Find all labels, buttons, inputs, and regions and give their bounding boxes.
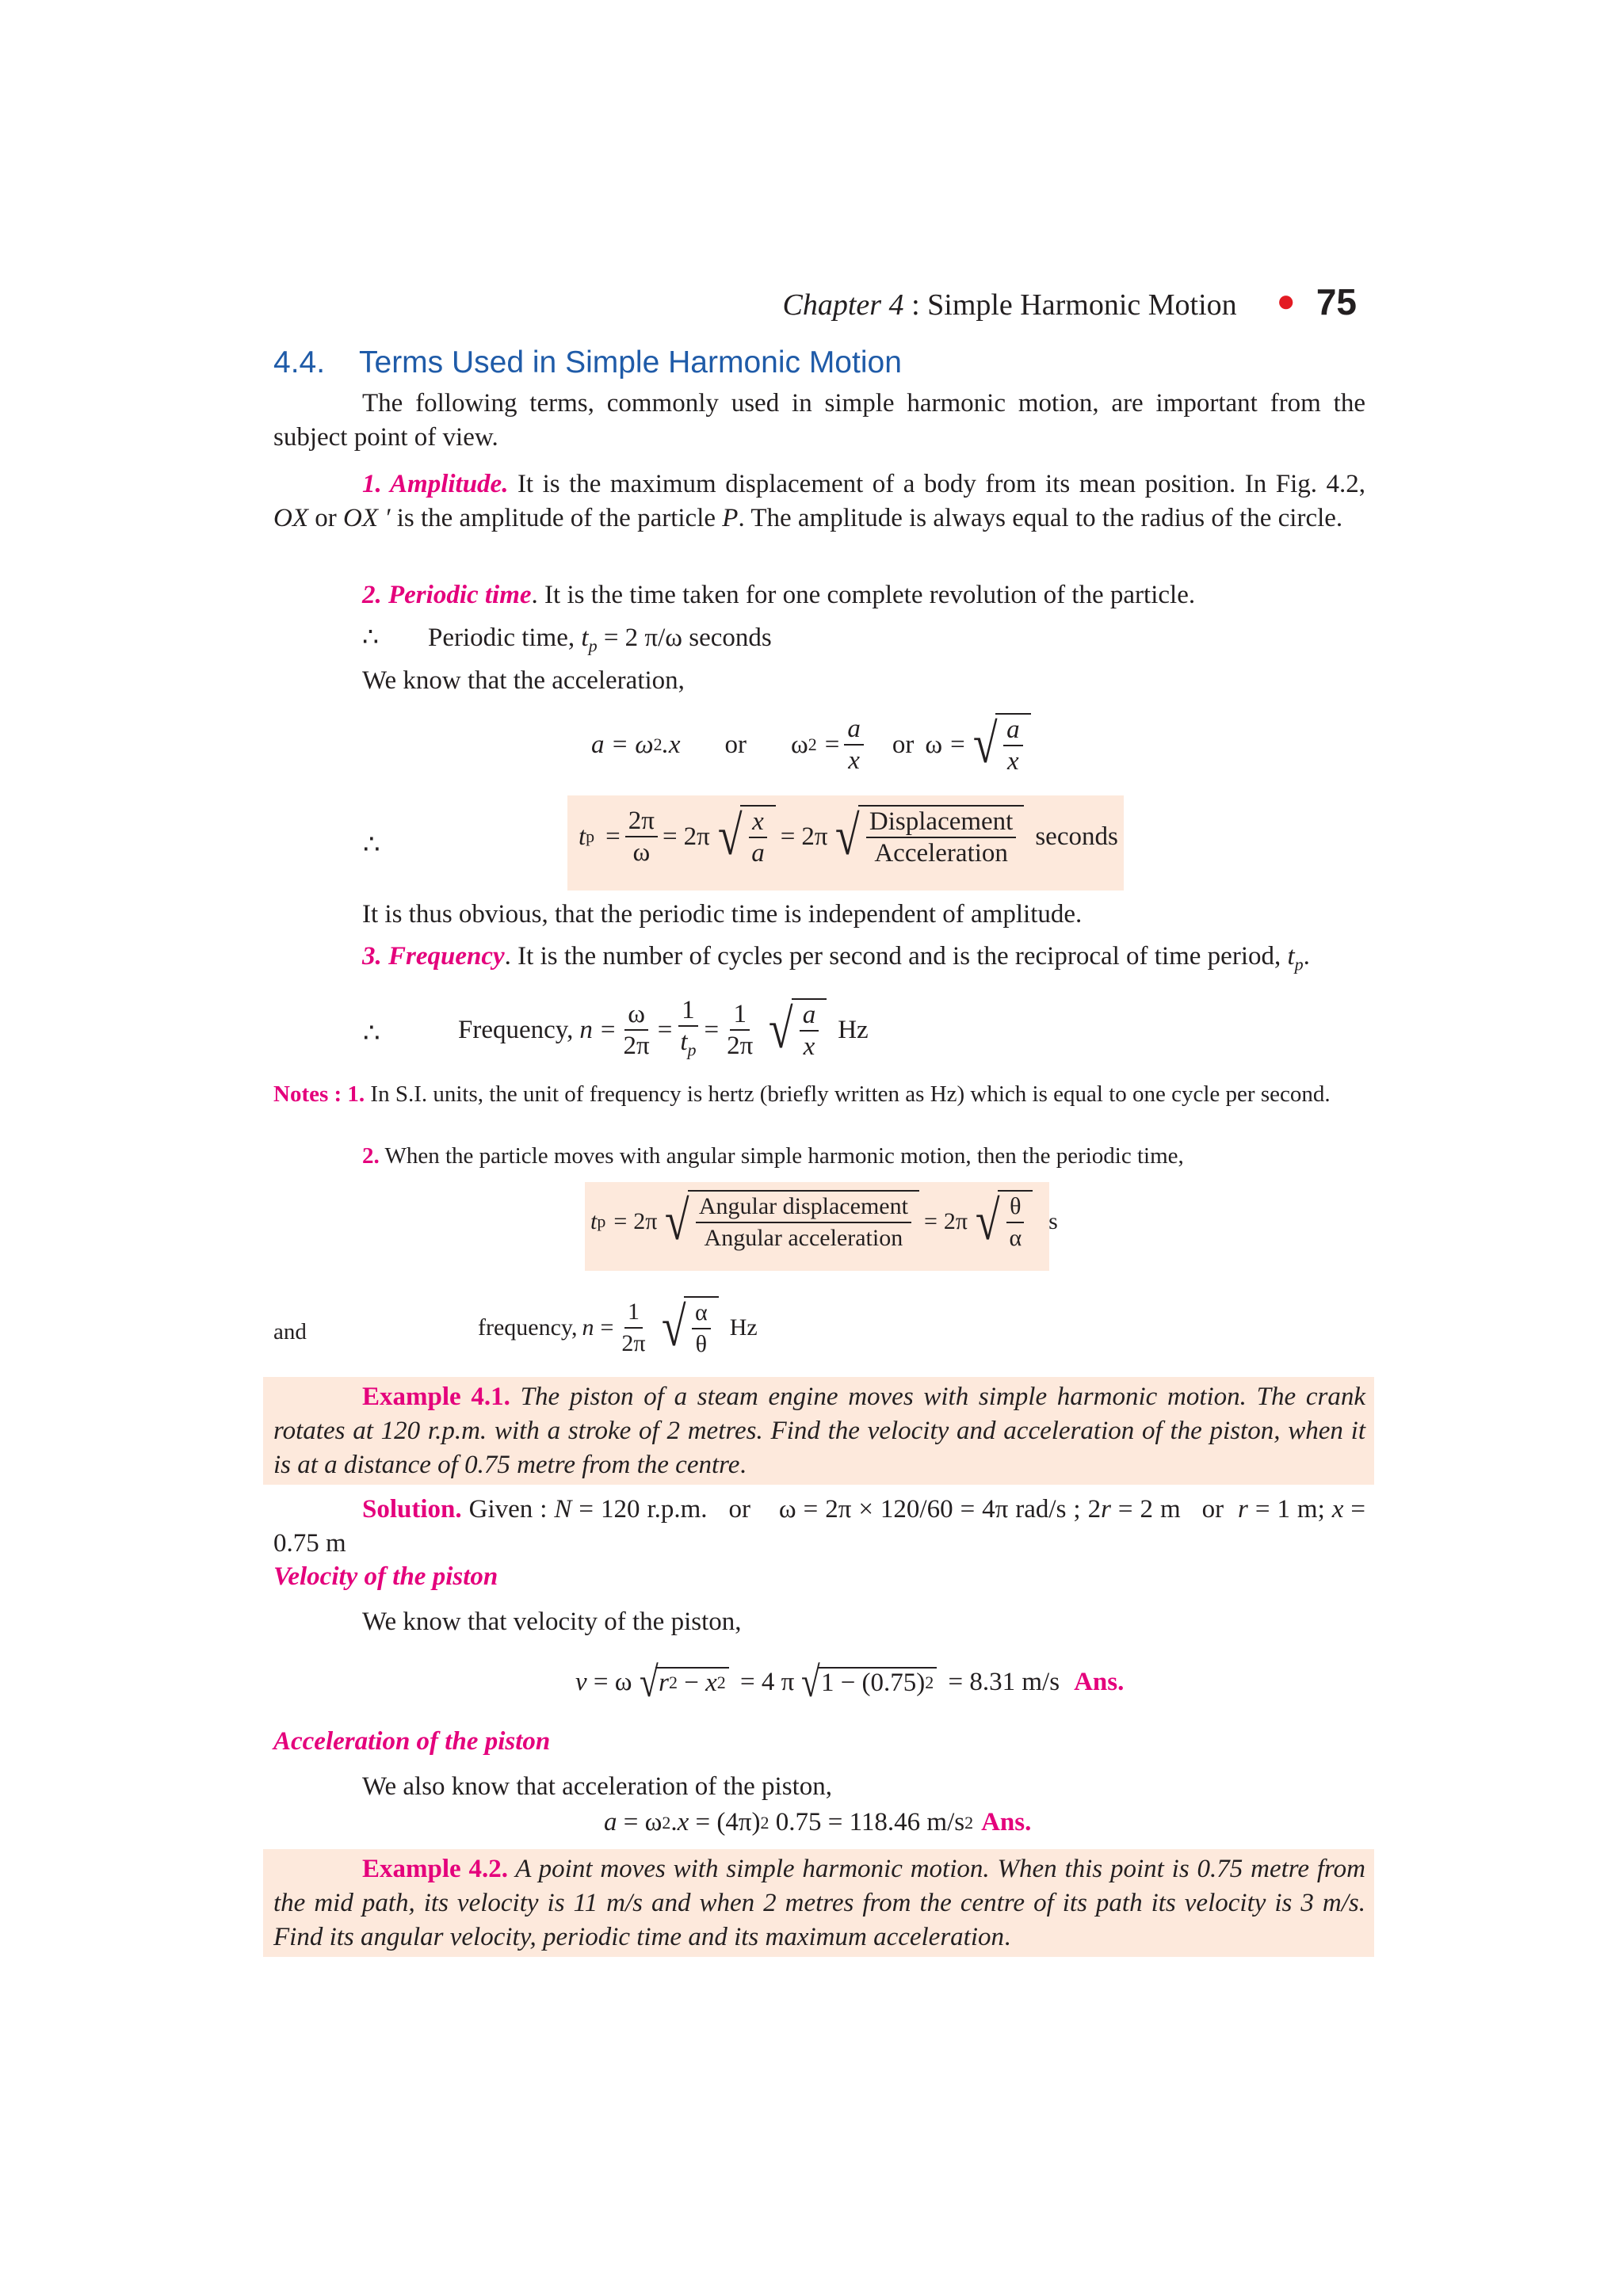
t-symbol: t bbox=[590, 1208, 598, 1234]
equals: = bbox=[704, 1015, 720, 1044]
two-pi-over-omega bbox=[625, 806, 658, 868]
alpha-over-theta bbox=[692, 1298, 711, 1360]
example-1-label: Example 4.1. bbox=[362, 1383, 510, 1411]
acceleration-equation bbox=[591, 713, 1036, 776]
seconds-unit: seconds bbox=[1035, 822, 1118, 851]
and-word: and bbox=[273, 1319, 307, 1344]
sqrt-r2-x2: √ r 2 − x 2 bbox=[637, 1661, 729, 1703]
sqrt-angular: √ $\frac{\text{Angular displacement}}{\text{Angular acceleration}}$ bbox=[662, 1190, 919, 1253]
p-subscript: p bbox=[586, 826, 595, 846]
n-symbol: N bbox=[554, 1495, 572, 1524]
frac-num: ω bbox=[624, 999, 648, 1031]
frac-num: 1 bbox=[678, 995, 698, 1027]
x-value: = 0.75 m bbox=[273, 1495, 1365, 1558]
a-symbol: a bbox=[604, 1808, 617, 1836]
velocity-heading: Velocity of the piston bbox=[273, 1562, 498, 1591]
theta-over-alpha bbox=[1006, 1192, 1025, 1253]
angular-frequency-formula bbox=[478, 1296, 758, 1360]
eq-x: .x bbox=[662, 730, 681, 759]
amplitude-paragraph bbox=[273, 467, 1365, 536]
equals: = bbox=[605, 822, 621, 851]
frequency-label: 3. Frequency bbox=[362, 942, 505, 971]
sqrt-a-over-x: √ $\frac{a}{x}$ bbox=[970, 713, 1031, 776]
t-symbol: t bbox=[579, 822, 586, 851]
stroke-text: = 2 m or bbox=[1110, 1495, 1239, 1524]
periodic-formula bbox=[362, 621, 1365, 663]
frac-den: 2π bbox=[727, 1032, 754, 1061]
note-1-text: In S.I. units, the unit of frequency is hertz (briefly written as Hz) which is equal to one cycle per second. bbox=[365, 1081, 1331, 1107]
frac-den: x bbox=[848, 746, 860, 775]
sup-two: 2 bbox=[925, 1672, 934, 1692]
acc-eq-a: = ω bbox=[617, 1808, 663, 1836]
omega-symbol: ω bbox=[790, 730, 808, 759]
amplitude-text-c: . The amplitude is always equal to the radius of the circle. bbox=[738, 504, 1343, 532]
p-symbol: P bbox=[722, 504, 739, 532]
page-number: 75 bbox=[1316, 281, 1357, 322]
omega-over-two-pi bbox=[621, 999, 653, 1061]
frac-num: a bbox=[844, 714, 864, 746]
or-word: or bbox=[892, 730, 915, 759]
t-symbol: t bbox=[680, 1028, 688, 1056]
x-symbol: x bbox=[677, 1808, 689, 1836]
frac-den: θ bbox=[695, 1331, 708, 1357]
header-separator: : bbox=[903, 288, 928, 322]
periodic-paragraph bbox=[362, 578, 1365, 612]
intro-paragraph: The following terms, commonly used in simple harmonic motion, are important from the subject point of view. bbox=[273, 389, 1365, 452]
sqrt-theta-over-alpha: √ $\frac{\theta}{\alpha}$ bbox=[972, 1190, 1033, 1253]
running-header bbox=[783, 280, 1358, 323]
equals: = bbox=[950, 730, 965, 759]
t-symbol: t bbox=[1287, 942, 1295, 971]
angular-tp-formula bbox=[590, 1190, 1058, 1253]
a-over-x bbox=[800, 1000, 819, 1062]
or-text: or bbox=[308, 504, 343, 532]
sup-two: 2 bbox=[668, 1672, 678, 1692]
chapter-label: Chapter 4 bbox=[782, 288, 904, 322]
t-symbol: t bbox=[581, 624, 589, 652]
frac-num: 2π bbox=[625, 806, 658, 837]
frac-num: α bbox=[692, 1298, 711, 1329]
section-number: 4.4. bbox=[273, 345, 326, 379]
periodic-label: 2. Periodic time bbox=[362, 581, 532, 609]
solution-label: Solution. bbox=[362, 1495, 462, 1524]
equals: = bbox=[662, 822, 678, 851]
example-1 bbox=[273, 1380, 1365, 1482]
frequency-paragraph: 3. Frequency. It is the number of cycles per second and is the reciprocal of time period, $t_p$. bbox=[362, 942, 1310, 974]
x-over-a bbox=[748, 807, 768, 868]
equals: = bbox=[657, 1015, 673, 1044]
frequency-formula bbox=[458, 995, 869, 1066]
period: . bbox=[739, 1451, 747, 1479]
hz-unit: Hz bbox=[838, 1015, 869, 1044]
sup-two: 2 bbox=[653, 734, 663, 754]
two-pi: 2π bbox=[683, 822, 710, 851]
example-2-label: Example 4.2. bbox=[362, 1855, 509, 1883]
acceleration-result-equation bbox=[604, 1808, 1031, 1837]
therefore-symbol: ∴ bbox=[363, 830, 380, 860]
frac-num: Displacement bbox=[866, 807, 1016, 838]
sup-two: 2 bbox=[964, 1812, 974, 1833]
equals: = bbox=[600, 1015, 616, 1044]
x-symbol: x bbox=[705, 1668, 717, 1697]
two-pi: 2π bbox=[633, 1208, 658, 1234]
acceleration-know: We also know that acceleration of the piston, bbox=[362, 1772, 832, 1801]
sqrt-disp-over-acc: √ $\frac{\text{Displacement}}{\text{Acceleration}}$ bbox=[832, 805, 1024, 868]
equals: = bbox=[780, 822, 796, 851]
chapter-title: Simple Harmonic Motion bbox=[927, 288, 1237, 322]
angdisp-over-angacc bbox=[696, 1192, 911, 1253]
example-2-text: A point moves with simple harmonic motion. When this point is 0.75 metre from the mid path, its velocity is 11 m/s and when 2 metres from the centre of its path its velocity is 3 m/s. Find its angular velocity, periodic time and its maximum acceleration bbox=[273, 1855, 1365, 1951]
acceleration-intro: We know that the acceleration, bbox=[362, 666, 685, 695]
acc-eq-c: = (4π) bbox=[689, 1808, 761, 1836]
frac-den: a bbox=[751, 839, 765, 868]
therefore-symbol: ∴ bbox=[363, 1019, 380, 1048]
equals: = bbox=[600, 1314, 614, 1341]
note-2-text: When the particle moves with angular simple harmonic motion, then the periodic time, bbox=[379, 1143, 1184, 1169]
r-symbol: r bbox=[1101, 1495, 1111, 1524]
solution-paragraph bbox=[273, 1493, 1365, 1561]
equals: = bbox=[923, 1208, 938, 1234]
or-word: or bbox=[724, 730, 747, 759]
frac-den: x bbox=[803, 1032, 815, 1062]
oxp-symbol: OX ′ bbox=[343, 504, 391, 532]
n-symbol: n bbox=[582, 1314, 594, 1341]
sqrt-x-over-a: √ $\frac{x}{a}$ bbox=[715, 805, 776, 868]
frac-den: α bbox=[1009, 1225, 1022, 1251]
eq-a: a = ω bbox=[591, 730, 654, 759]
one-over-two-pi bbox=[724, 999, 756, 1061]
p-subscript: p bbox=[1294, 954, 1304, 974]
acc-eq-d: 0.75 = 118.46 m/s bbox=[769, 1808, 965, 1836]
two-pi: 2π bbox=[801, 822, 828, 851]
omega-symbol: ω bbox=[925, 730, 943, 759]
bullet-icon: ● bbox=[1276, 283, 1296, 318]
frac-num: 1 bbox=[624, 1297, 643, 1329]
sqrt-one-minus: √ 1 − (0.75) 2 bbox=[799, 1661, 937, 1703]
acceleration-heading: Acceleration of the piston bbox=[273, 1727, 551, 1756]
sup-two: 2 bbox=[760, 1812, 769, 1833]
notes-label: Notes : 1. bbox=[273, 1081, 365, 1107]
frac-num: a bbox=[1003, 715, 1023, 746]
p-subscript: p bbox=[597, 1211, 606, 1231]
frac-den bbox=[677, 1027, 699, 1066]
a-over-x bbox=[1003, 715, 1023, 776]
r-value: = 1 m; bbox=[1247, 1495, 1332, 1524]
ox-symbol: OX bbox=[273, 504, 308, 532]
velocity-result: = 8.31 m/s bbox=[941, 1667, 1060, 1696]
inner-expr: 1 − (0.75) bbox=[820, 1668, 926, 1697]
sup-two: 2 bbox=[662, 1812, 671, 1833]
section-title: Terms Used in Simple Harmonic Motion bbox=[359, 345, 902, 379]
frac-num: Angular displacement bbox=[696, 1192, 911, 1223]
disp-over-acc bbox=[866, 807, 1016, 868]
s-unit: s bbox=[1048, 1208, 1058, 1234]
p-subscript: p bbox=[687, 1039, 697, 1060]
sup-two: 2 bbox=[716, 1672, 726, 1692]
sup-two: 2 bbox=[808, 734, 817, 754]
v-symbol: v bbox=[575, 1667, 587, 1696]
given-text: Given : bbox=[461, 1495, 555, 1524]
equals: = bbox=[613, 1208, 628, 1234]
p-subscript: p bbox=[588, 635, 598, 656]
amplitude-label: 1. Amplitude. bbox=[362, 470, 509, 498]
section-heading bbox=[273, 345, 902, 380]
v-eq: = ω bbox=[586, 1667, 632, 1696]
periodic-formula-label: Periodic time, bbox=[428, 624, 582, 652]
frac-den: x bbox=[1007, 747, 1019, 776]
example-2 bbox=[273, 1852, 1365, 1955]
one-over-two-pi bbox=[618, 1297, 648, 1359]
frac-num: 1 bbox=[730, 999, 750, 1031]
frac-num: x bbox=[749, 807, 767, 838]
given-rest: = 120 r.p.m. or ω = 2π × 120/60 = 4π rad/s ; 2 bbox=[571, 1495, 1102, 1524]
obvious-sentence: It is thus obvious, that the periodic time is independent of amplitude. bbox=[362, 900, 1083, 929]
note-2-label: 2. bbox=[362, 1143, 380, 1169]
sqrt-a-over-x: √ $\frac{a}{x}$ bbox=[766, 998, 827, 1062]
r-symbol: r bbox=[1238, 1495, 1248, 1524]
example-1-text: The piston of a steam engine moves with simple harmonic motion. The crank rotates at 120 r.p.m. with a stroke of 2 metres. Find the velocity and acceleration of the piston, when it is at a distance of 0.75 metre from the centre bbox=[273, 1383, 1365, 1479]
period: . bbox=[1004, 1923, 1011, 1951]
note-2 bbox=[362, 1141, 1365, 1171]
frac-den: 2π bbox=[623, 1032, 650, 1061]
frac-den: Angular acceleration bbox=[704, 1225, 903, 1251]
n-symbol: n bbox=[579, 1015, 593, 1044]
one-over-tp bbox=[677, 995, 699, 1066]
frac-den: 2π bbox=[621, 1330, 646, 1356]
a-over-x bbox=[844, 714, 864, 776]
velocity-intro: We know that velocity of the piston, bbox=[362, 1608, 742, 1636]
frac-num: a bbox=[800, 1000, 819, 1032]
frequency-text: . It is the number of cycles per second and is the reciprocal of time period, bbox=[504, 942, 1288, 971]
r-symbol: r bbox=[659, 1668, 669, 1697]
acc-eq-b: . bbox=[670, 1808, 678, 1836]
equals: = bbox=[824, 730, 840, 759]
hz-unit: Hz bbox=[729, 1314, 758, 1341]
frac-den: ω bbox=[632, 838, 651, 867]
two-pi: 2π bbox=[943, 1208, 968, 1234]
therefore-symbol: ∴ bbox=[362, 624, 379, 652]
periodic-text: . It is the time taken for one complete revolution of the particle. bbox=[531, 581, 1196, 609]
tp-formula bbox=[579, 805, 1118, 868]
v-mid: = 4 π bbox=[733, 1667, 795, 1696]
amplitude-text: It is the maximum displacement of a body from its mean position. In Fig. 4.2, bbox=[508, 470, 1365, 498]
freq-label: frequency, bbox=[478, 1314, 578, 1341]
answer-label: Ans. bbox=[1074, 1667, 1125, 1696]
amplitude-text-b: is the amplitude of the particle bbox=[390, 504, 723, 532]
periodic-formula-rhs: = 2 π/ω seconds bbox=[597, 624, 772, 652]
minus: − bbox=[677, 1668, 706, 1697]
velocity-equation bbox=[575, 1658, 1125, 1706]
sqrt-alpha-over-theta: √ $\frac{\alpha}{\theta}$ bbox=[659, 1296, 719, 1360]
frac-den: Acceleration bbox=[874, 839, 1008, 868]
note-1 bbox=[273, 1079, 1365, 1109]
frequency-eq-label: Frequency, bbox=[458, 1015, 574, 1044]
answer-label: Ans. bbox=[981, 1808, 1032, 1836]
x-symbol: x bbox=[1331, 1495, 1344, 1524]
frac-num: θ bbox=[1006, 1192, 1024, 1223]
